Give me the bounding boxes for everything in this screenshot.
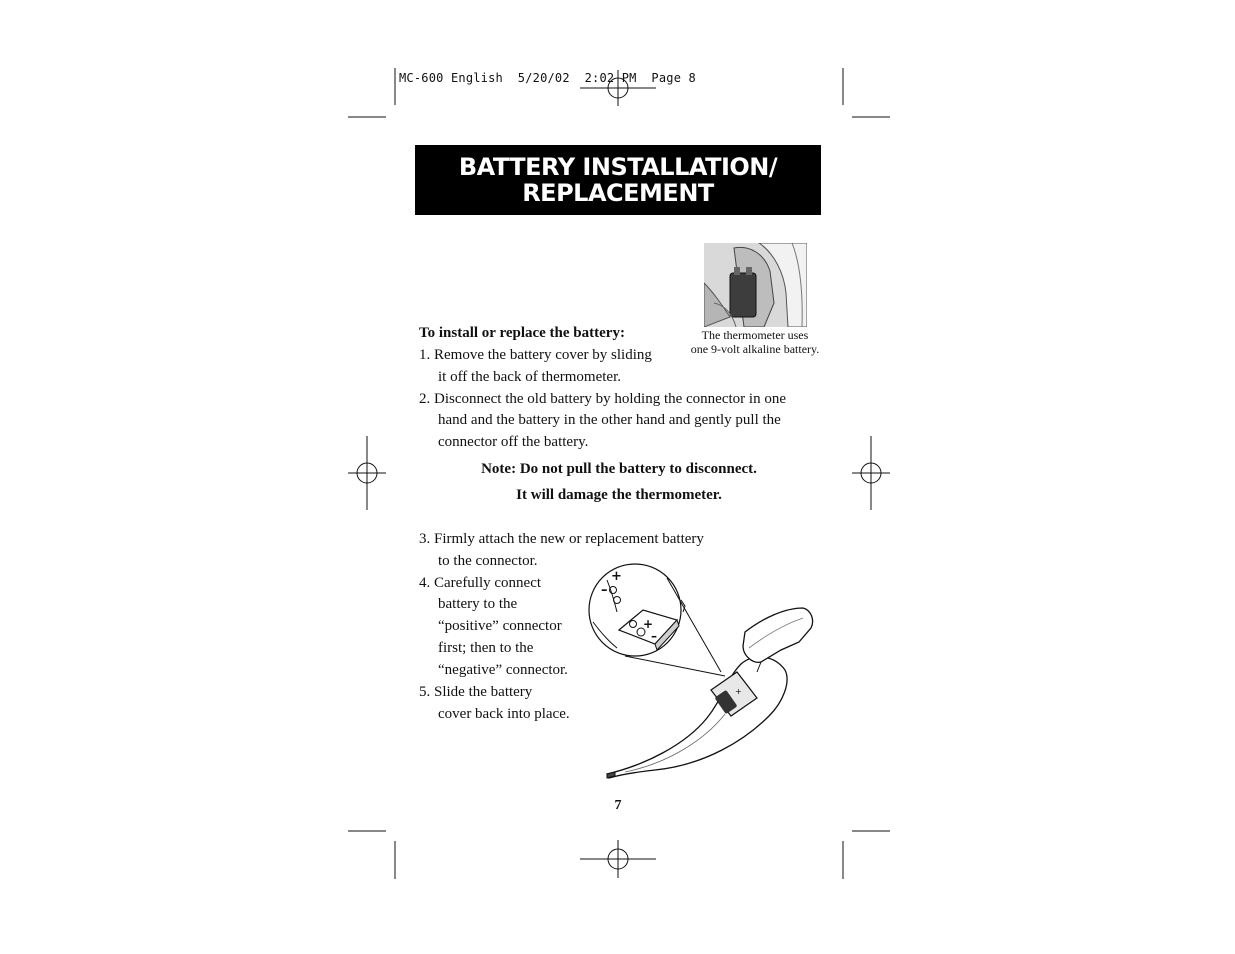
step-5-line-2: cover back into place.	[438, 706, 570, 722]
section-title-banner	[415, 145, 821, 215]
step-3-line-1: 3. Firmly attach the new or replacement battery	[419, 531, 704, 547]
inset-minus-symbol-connector: –	[601, 583, 608, 598]
print-slug-line: MC-600 English 5/20/02 2:02 PM Page 8	[399, 71, 696, 85]
step-5-line-1: 5. Slide the battery	[419, 684, 533, 700]
step-1-line-2: it off the back of thermometer.	[438, 369, 621, 385]
inset-plus-symbol-battery: +	[643, 617, 654, 631]
battery-photo-caption-line-1: The thermometer uses	[701, 328, 809, 342]
step-4-line-1: 4. Carefully connect	[419, 575, 542, 591]
step-3-line-2: to the connector.	[438, 553, 538, 569]
battery-photo	[704, 243, 807, 327]
note-line-1: Note: Do not pull the battery to disconnect.	[481, 461, 757, 477]
step-2-line-2: hand and the battery in the other hand and gently pull the	[438, 412, 781, 428]
step-4-line-3: “positive” connector	[438, 618, 562, 634]
step-4-line-4: first; then to the	[438, 640, 534, 656]
thermometer-illustration	[585, 560, 820, 782]
inset-plus-symbol-connector: +	[611, 569, 622, 584]
step-1-line-1: 1. Remove the battery cover by sliding	[419, 347, 652, 363]
step-4-line-5: “negative” connector.	[438, 662, 568, 678]
step-2-line-1: 2. Disconnect the old battery by holding the connector in one	[419, 391, 786, 407]
instructions-heading: To install or replace the battery:	[419, 325, 625, 341]
note-line-2: It will damage the thermometer.	[516, 487, 722, 503]
step-2-line-3: connector off the battery.	[438, 434, 589, 450]
step-4-line-2: battery to the	[438, 596, 518, 612]
section-title-line-2: REPLACEMENT	[522, 179, 714, 207]
compartment-plus-symbol: +	[735, 687, 742, 696]
inset-minus-symbol-battery: –	[651, 629, 657, 643]
section-title-line-1: BATTERY INSTALLATION/	[458, 153, 778, 181]
battery-photo-caption-line-2: one 9-volt alkaline battery.	[690, 342, 820, 356]
page-number: 7	[614, 798, 622, 813]
